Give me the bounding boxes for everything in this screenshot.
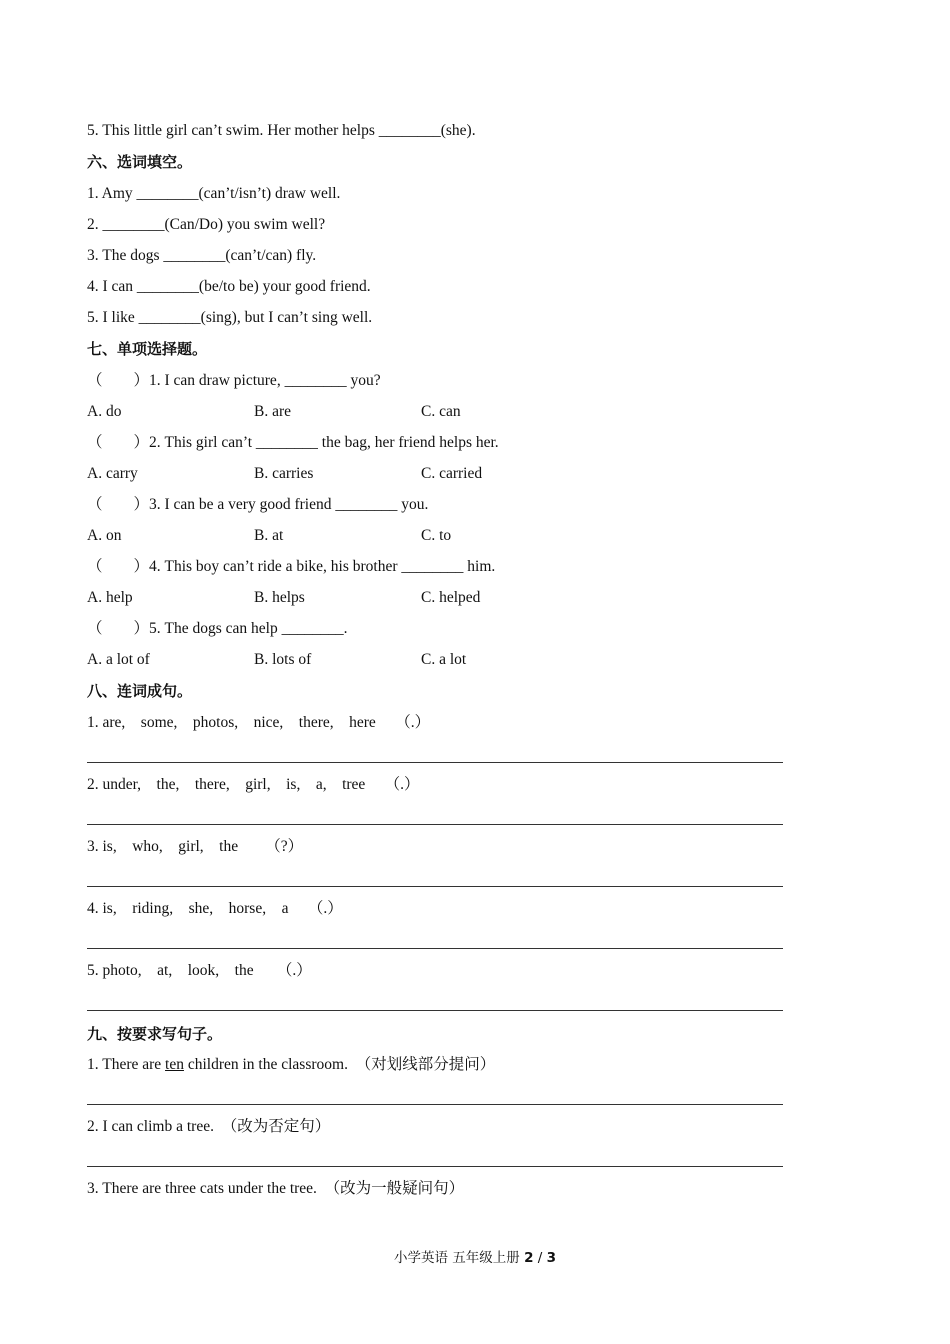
sec7-q3-option-c: C. to [421,527,452,544]
sec8-item-3: 3. is, who, girl, the （?） [87,838,304,855]
answer-line [87,1166,783,1167]
sec7-q2-option-b: B. carries [254,465,314,482]
answer-line [87,762,783,763]
sec9-item-3: 3. There are three cats under the tree. （改为一般疑问句） [87,1180,465,1197]
answer-line [87,886,783,887]
sec7-q5-option-a: A. a lot of [87,651,150,668]
sec6-item-4: 4. I can ________(be/to be) your good friend. [87,278,371,295]
question-5-previous: 5. This little girl can’t swim. Her mother helps ________(she). [87,122,476,139]
sec7-q2-option-a: A. carry [87,465,138,482]
sec7-q4-stem: （ ）4. This boy can’t ride a bike, his brother ________ him. [87,558,496,575]
sec7-q3-option-b: B. at [254,527,284,544]
sec7-q5-option-b: B. lots of [254,651,312,668]
sec7-q1-stem: （ ）1. I can draw picture, ________ you? [87,372,381,389]
section-9-title: 九、按要求写句子。 [87,1025,223,1043]
sec7-q4-option-b: B. helps [254,589,305,606]
section-6-title: 六、选词填空。 [87,153,193,171]
sec7-q4-option-c: C. helped [421,589,481,606]
footer-page-number: 2 [524,1250,534,1266]
sec7-q5-option-c: C. a lot [421,651,467,668]
answer-line [87,1010,783,1011]
sec9-item-1-post: children in the classroom. （对划线部分提问） [183,1056,496,1073]
sec8-item-1: 1. are, some, photos, nice, there, here （.） [87,714,431,731]
sec7-q3-option-a: A. on [87,527,122,544]
sec7-q1-option-b: B. are [254,403,292,420]
sec7-q2-stem: （ ）2. This girl can’t ________ the bag, her friend helps her. [87,434,499,451]
sec7-q5-stem: （ ）5. The dogs can help ________. [87,620,348,637]
sec7-q3-stem: （ ）3. I can be a very good friend ________ you. [87,496,429,513]
sec9-item-1 [87,1055,495,1075]
sec9-item-1-pre: 1. There are [87,1056,166,1073]
sec8-item-2: 2. under, the, there, girl, is, a, tree （.） [87,776,420,793]
footer-text: 小学英语 五年级上册 [393,1250,525,1266]
sec6-item-2: 2. ________(Can/Do) you swim well? [87,216,326,233]
sec8-item-5: 5. photo, at, look, the （.） [87,962,312,979]
sec6-item-5: 5. I like ________(sing), but I can’t sing well. [87,309,373,326]
sec7-q1-option-a: A. do [87,403,122,420]
sec8-item-4: 4. is, riding, she, horse, a （.） [87,900,343,917]
section-7-title: 七、单项选择题。 [87,340,208,358]
footer-page-total: 3 [546,1250,557,1266]
sec7-q2-option-c: C. carried [421,465,483,482]
answer-line [87,824,783,825]
sec6-item-3: 3. The dogs ________(can’t/can) fly. [87,247,317,264]
answer-line [87,948,783,949]
footer-separator: / [533,1250,547,1266]
page-footer [0,1246,950,1266]
underlined-word: ten [165,1056,184,1073]
sec9-item-2: 2. I can climb a tree. （改为否定句） [87,1118,331,1135]
sec6-item-1: 1. Amy ________(can’t/isn’t) draw well. [87,185,341,202]
answer-line [87,1104,783,1105]
sec7-q4-option-a: A. help [87,589,133,606]
sec7-q1-option-c: C. can [421,403,461,420]
section-8-title: 八、连词成句。 [87,682,193,700]
